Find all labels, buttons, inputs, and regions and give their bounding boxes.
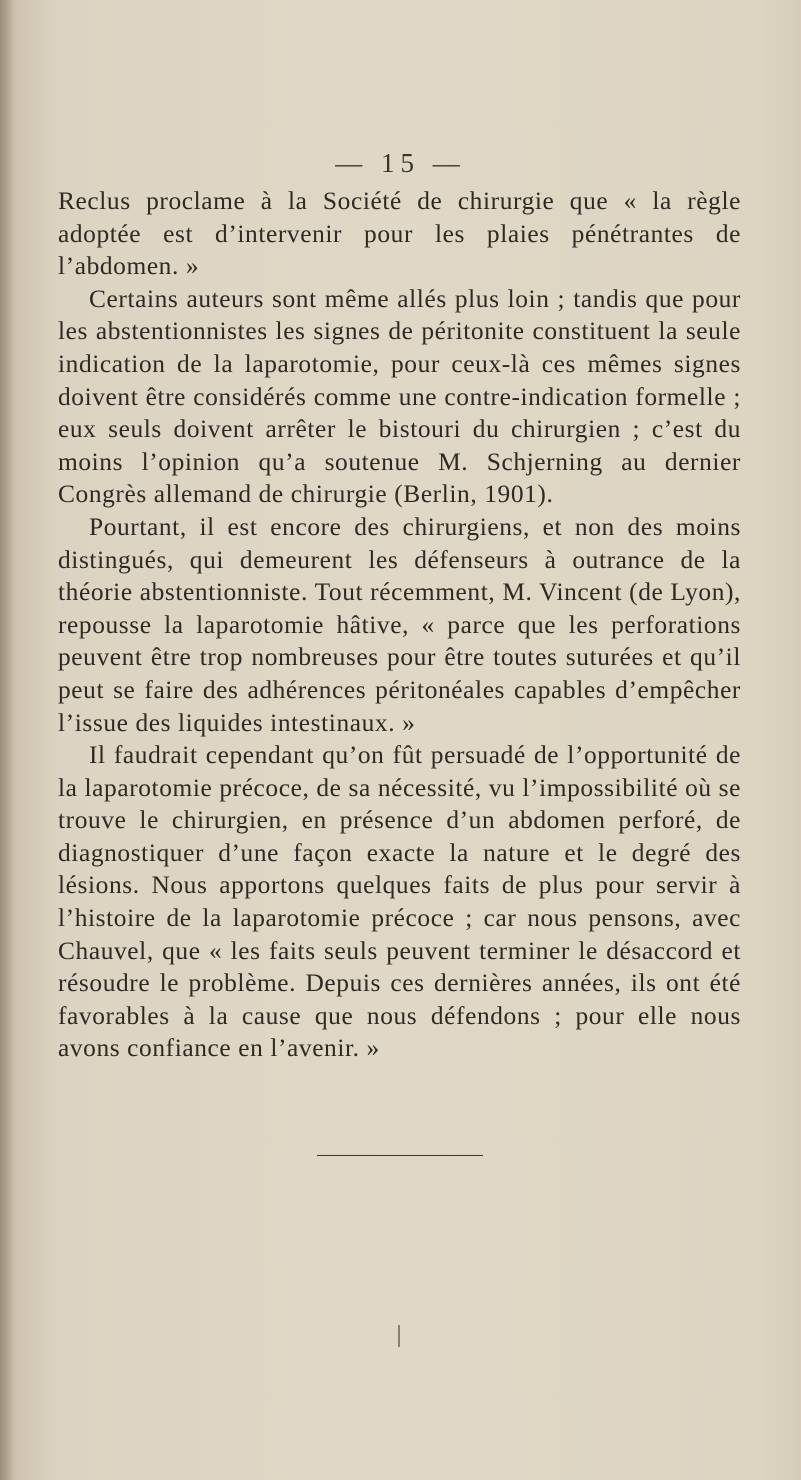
page-number: — 15 — bbox=[335, 148, 466, 178]
paragraph-4: Il faudrait cependant qu’on fût persuadé de l’opportunité de la laparotomie précoce, de sa nécessité, vu l’impossibilité où se trouve le chirurgien, en présence d’un abdomen perforé, de diagnostiquer d’une façon exacte la nature et le degré des lésions. Nous apportons quelques faits de plus pour servir à l’histoire de la laparotomie précoce ; car nous pensons, avec Chauvel, que « les faits seuls peuvent terminer le désaccord et résoudre le problème. Depuis ces dernières années, ils ont été favorables à la cause que nous défendons ; pour elle nous avons confiance en l’avenir. » bbox=[58, 741, 741, 1063]
body-text bbox=[58, 185, 741, 1065]
paragraph-3: Pourtant, il est encore des chirurgiens, et non des moins distingués, qui demeurent les défenseurs à outrance de la théorie abstentionniste. Tout récemment, M. Vincent (de Lyon), repousse la laparotomie hâtive, « parce que les perforations peuvent être trop nombreuses pour être toutes suturées et qu’il peut se faire des adhérences péritonéales capables d’empêcher l’issue des liquides intestinaux. » bbox=[58, 512, 741, 737]
paragraph-1: Reclus proclame à la Société de chirurgie que « la règle adoptée est d’intervenir pour les plaies pénétrantes de l’abdomen. » bbox=[58, 187, 741, 281]
page-edge-shadow bbox=[0, 0, 14, 1480]
printer-mark bbox=[398, 1325, 400, 1347]
paragraph-2: Certains auteurs sont même allés plus loin ; tandis que pour les abstentionnistes les signes de péritonite constituent la seule indication de la laparotomie, pour ceux-là ces mêmes signes doivent être considérés comme une contre-indication formelle ; eux seuls doivent arrêter le bistouri du chirurgien ; c’est du moins l’opinion qu’a soutenue M. Schjerning au dernier Congrès allemand de chirurgie (Berlin, 1901). bbox=[58, 284, 741, 509]
section-divider bbox=[317, 1155, 483, 1156]
